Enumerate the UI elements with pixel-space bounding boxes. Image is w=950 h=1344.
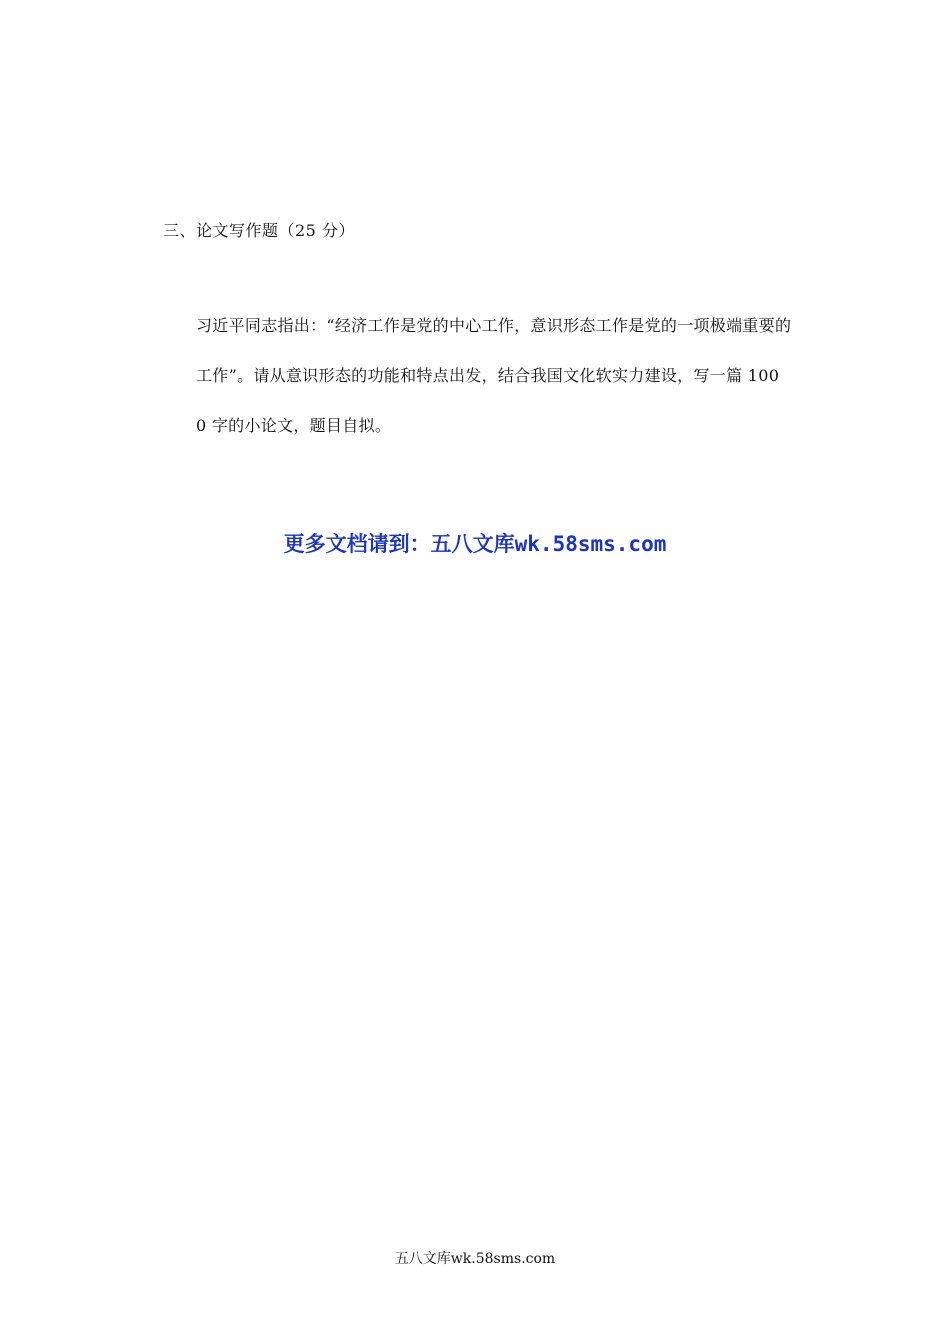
promo-banner: 更多文档请到：五八文库wk.58sms.com: [283, 532, 667, 556]
question-line: 习近平同志指出：“经济工作是党的中心工作，意识形态工作是党的一项极端重要的: [196, 316, 792, 335]
question-line: 工作”。请从意识形态的功能和特点出发，结合我国文化软实力建设，写一篇 100: [196, 366, 780, 385]
page-footer: 五八文库wk.58sms.com: [394, 1251, 556, 1267]
section-heading: 三、论文写作题（25 分）: [163, 221, 355, 240]
question-line: 0 字的小论文，题目自拟。: [196, 416, 392, 435]
